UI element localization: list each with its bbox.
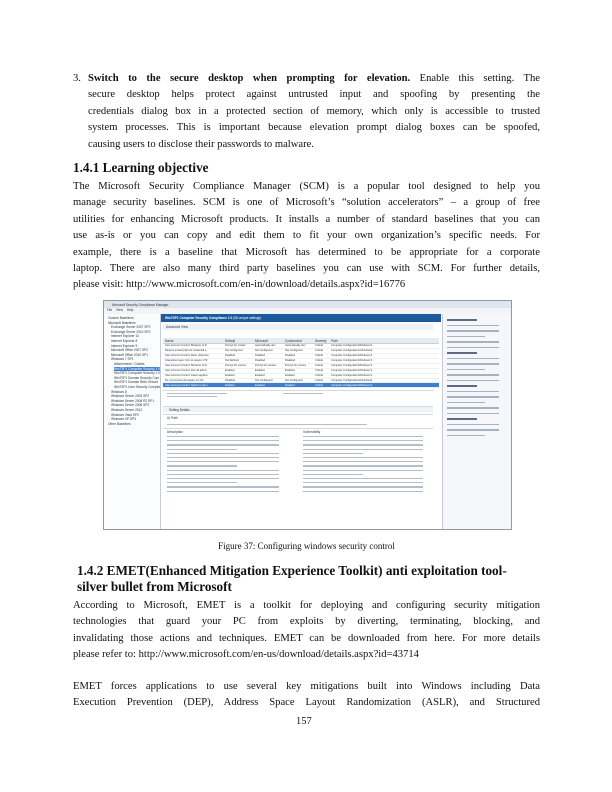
tree-item[interactable]: Windows XP SP3 [111, 417, 136, 422]
tree-item[interactable]: Windows Vista SP2 [111, 412, 139, 417]
advanced-view-bar[interactable] [163, 324, 433, 330]
page-number: 157 [296, 716, 312, 727]
item3-line-3: credentials dialog box in a protected section of memory, which only is accessible to trusted [88, 105, 540, 117]
setting-details-label: Setting Details [169, 408, 190, 412]
table-cell: Disabled [225, 354, 236, 358]
description-text-line [167, 478, 279, 479]
action-link[interactable] [447, 418, 477, 420]
table-row[interactable] [163, 383, 439, 388]
tree-item[interactable]: Windows 8 [111, 389, 127, 394]
table-cell: Critical [315, 368, 323, 372]
table-cell: Require trusted path for credential e [165, 349, 207, 353]
vulnerability-text-line [303, 470, 423, 471]
table-cell: Critical [315, 363, 323, 367]
column-header[interactable]: Severity [315, 339, 327, 343]
baseline-main-pane [161, 314, 441, 529]
table-cell: User Account Control: Allow UIAccess [165, 354, 209, 358]
action-link[interactable] [447, 347, 499, 349]
description-text-line [167, 491, 279, 492]
action-link[interactable] [447, 358, 499, 360]
vulnerability-text-line [303, 440, 423, 441]
baseline-tree [104, 314, 161, 529]
advanced-view-label: Advanced View [166, 325, 188, 329]
table-cell: Enabled [255, 373, 265, 377]
action-link[interactable] [447, 336, 485, 338]
setting-details-section[interactable] [163, 406, 433, 412]
description-text-line [167, 461, 279, 462]
s142-heading-line2: silver bullet from Microsoft [77, 579, 232, 594]
section-heading-142 [77, 563, 540, 595]
table-cell: Enabled [255, 368, 265, 372]
vulnerability-text-line [303, 453, 363, 454]
tree-item[interactable]: Win7SP1 Domain Security Com [114, 375, 160, 380]
action-link[interactable] [447, 369, 485, 371]
table-cell: Computer Configuration\Windows S [331, 359, 373, 363]
s141-line: The Microsoft Security Compliance Manager (SCM) is a popular tool designed to help you [73, 181, 540, 192]
action-link[interactable] [447, 374, 499, 376]
table-cell: Enabled [225, 368, 235, 372]
actions-pane [442, 314, 512, 529]
table-cell: Enabled [285, 368, 295, 372]
menu-file[interactable]: File [107, 308, 113, 312]
action-link[interactable] [447, 341, 499, 343]
action-link[interactable] [447, 424, 499, 426]
vulnerability-label: Vulnerability [303, 430, 321, 434]
table-cell: Not Configured [255, 378, 273, 382]
vulnerability-text-line [303, 465, 423, 466]
table-cell: Critical [315, 349, 323, 353]
description-text-line [167, 486, 279, 487]
table-cell: Enabled [225, 383, 235, 387]
tree-item[interactable]: Windows Server 2008 SP2 [111, 403, 150, 408]
table-cell: Critical [315, 344, 323, 348]
table-cell: Computer Configuration\Windows S [331, 373, 373, 377]
tree-item[interactable]: Windows Server 2003 SP2 [111, 394, 150, 399]
tree-item[interactable]: Microsoft Office 2007 SP2 [111, 348, 148, 353]
item3-line-1-rest: Enable this setting. The [410, 73, 540, 84]
scm-screenshot-figure [103, 300, 512, 530]
s141-line: laptop. There are also many third party baselines you can use with SCM. For further details, [73, 263, 540, 275]
table-cell: Disabled [285, 354, 296, 358]
column-header[interactable]: Default [225, 339, 236, 343]
table-cell: Not Defined [225, 359, 239, 363]
tree-item[interactable]: Microsoft Baselines [108, 320, 136, 325]
s142-heading-line1: 1.4.2 EMET(Enhanced Mitigation Experience Toolkit) anti exploitation tool- [77, 563, 507, 578]
menu-view[interactable]: View [116, 308, 123, 312]
emet-line: Execution Prevention (DEP), Address Space Layout Randomization (ASLR), and Structured [73, 697, 540, 709]
table-cell: Automatically den [255, 344, 276, 348]
action-link[interactable] [447, 402, 485, 404]
baseline-title: Win7SP1 Computer Security Compliance 1.0 [165, 316, 233, 320]
description-text-line [167, 474, 279, 475]
table-cell: Computer Configuration\Windows S [331, 344, 373, 348]
action-link[interactable] [447, 435, 485, 437]
section-heading-141: 1.4.1 Learning objective [73, 160, 209, 175]
emet-paragraph [73, 679, 540, 712]
table-cell: Critical [315, 378, 323, 382]
baseline-note: (58 unique settings) [233, 316, 262, 320]
description-text-line [167, 436, 279, 437]
s141-line: use as-is or you can copy and edit them to fit your own organization’s specific needs. For [73, 230, 540, 242]
tree-item[interactable]: Win7SP1 User Security Complia [114, 385, 160, 389]
table-cell: Disabled [255, 359, 266, 363]
action-link[interactable] [447, 413, 499, 415]
vulnerability-text-line [303, 491, 423, 492]
table-cell: Enabled [285, 383, 295, 387]
table-cell: Not Configured [255, 349, 273, 353]
vulnerability-text-line [303, 486, 423, 487]
window-title: Microsoft Security Compliance Manager [112, 302, 169, 307]
table-cell: Prompt for consen [225, 363, 247, 367]
tree-item[interactable]: Windows Server 2012 [111, 408, 143, 412]
vulnerability-text-line [303, 482, 423, 483]
table-cell: Interactive logon: Do not require CTF [165, 359, 208, 363]
tree-item[interactable]: Attachments \ Guides [114, 362, 145, 366]
table-cell: Automatically den [285, 344, 306, 348]
table-cell: User Account Control: Behavior of th [165, 344, 207, 348]
s142-line: invalidating those actions and techniques. EMET can be downloaded from here. For more details [73, 632, 540, 644]
tree-item[interactable]: Win7SP1 Computer Security 1.0 [114, 371, 160, 376]
table-cell: Computer Configuration\Administrat [331, 349, 373, 353]
description-text-line [167, 440, 279, 441]
vulnerability-text-line [303, 457, 423, 458]
s141-line: example, there is a baseline that Microsoft has determined to be appropriate for a corporate [73, 246, 540, 258]
description-text-line [167, 465, 237, 466]
table-cell: Critical [315, 383, 323, 387]
s141-line: utilities for enhancing Microsoft products. It installs a number of standard baselines that you can [73, 213, 540, 225]
vulnerability-text-line [303, 444, 423, 445]
table-cell: Enabled [255, 383, 265, 387]
description-text-line [167, 457, 279, 458]
vulnerability-text-line [303, 474, 363, 475]
table-cell: User Account Control: Switch to the s [165, 383, 208, 387]
list-item-number: 3. [73, 73, 81, 84]
description-label: Description [167, 430, 183, 434]
table-cell: Do not process the legacy run list [165, 378, 204, 382]
tree-item[interactable]: Windows Server 2008 R2 SP1 [111, 398, 155, 403]
table-cell: Computer Configuration\Windows S [331, 383, 373, 387]
table-cell: Computer Configuration\Windows S [331, 368, 373, 372]
item3-line-2: secure desktop helps protect against untrusted input and spoofing by presenting the [88, 89, 540, 101]
description-text-line [167, 482, 237, 483]
figure-caption: Figure 37: Configuring windows security control [218, 541, 395, 551]
description-text-line [167, 453, 279, 454]
table-cell: Not Configured [285, 349, 303, 353]
ui-path-section [163, 414, 433, 420]
tree-item[interactable]: Other Baselines [108, 421, 131, 426]
s142-line: please refer to: http://www.microsoft.com/en-us/download/details.aspx?id=43714 [73, 649, 419, 661]
table-cell: User Account Control: Behavior of th [165, 363, 207, 367]
item3-line-4: system processes. This is important because elevation prompt dialog boxes can be spoofed, [88, 122, 540, 134]
item3-line-5: causing users to disclose their passwords to malware. [88, 138, 314, 150]
tree-item[interactable]: Internet Explorer 10 [111, 334, 139, 339]
table-cell: Prompt for consen [255, 363, 277, 367]
table-cell: Disabled [255, 354, 266, 358]
table-cell: Not Configured [225, 349, 243, 353]
description-text-line [167, 470, 279, 471]
action-link[interactable] [447, 385, 477, 387]
section-141-paragraph [73, 179, 540, 294]
item3-line-1 [88, 71, 540, 87]
tree-item[interactable]: Exchange Server 2010 SP2 [111, 329, 151, 334]
action-link[interactable] [447, 391, 499, 393]
table-cell: Computer Configuration\Windows S [331, 363, 373, 367]
s141-line: manage security baselines. SCM is one of Microsoft’s “solution accelerators” – a group of free [73, 197, 540, 209]
action-link[interactable] [447, 330, 499, 332]
setting-edit-panel [163, 390, 433, 399]
vulnerability-text-line [303, 436, 423, 437]
table-cell: Enabled [225, 373, 235, 377]
list-item-3 [88, 71, 540, 153]
table-cell: Computer Configuration\Administrat [331, 378, 373, 382]
table-cell: Critical [315, 354, 323, 358]
action-link[interactable] [447, 429, 499, 431]
vulnerability-text-line [303, 478, 423, 479]
description-text-line [167, 449, 237, 450]
table-cell: User Account Control: Run all admin [165, 368, 207, 372]
s142-line: According to Microsoft, EMET is a toolkit for deploying and configuring security mitigation [73, 600, 540, 611]
tree-item[interactable]: Internet Explorer 8 [111, 339, 138, 343]
tree-item[interactable]: Win7SP1 Computer Security 1.0 [114, 366, 160, 371]
ui-path-label: UI Path [167, 416, 178, 420]
table-cell: Critical [315, 359, 323, 363]
action-link[interactable] [447, 325, 499, 327]
tree-item[interactable]: Internet Explorer 9 [111, 343, 138, 348]
description-header [163, 428, 433, 434]
tree-item[interactable]: Custom Baselines [108, 316, 134, 320]
menu-help[interactable]: Help [126, 308, 134, 312]
table-cell: Disabled [225, 378, 236, 382]
table-cell: Prompt for consen [285, 363, 307, 367]
section-142-paragraph [73, 598, 540, 664]
tree-item[interactable]: Windows 7 SP1 [111, 357, 134, 362]
table-cell: User Account Control: Detect applica [165, 373, 208, 377]
s142-line: technologies that guard your PC from exploits by diverting, terminating, blocking, and [73, 616, 540, 628]
column-header[interactable]: Microsoft [255, 339, 268, 343]
table-cell: Disabled [285, 359, 296, 363]
column-header[interactable]: Name [165, 339, 174, 343]
column-header[interactable]: Customized [285, 339, 302, 343]
table-cell: Not Configured [285, 378, 303, 382]
item3-bold-heading: Switch to the secure desktop when prompting for elevation. [88, 73, 411, 84]
action-link[interactable] [447, 319, 477, 321]
action-link[interactable] [447, 396, 499, 398]
action-link[interactable] [447, 380, 499, 382]
action-link[interactable] [447, 352, 477, 354]
table-cell: Computer Configuration\Windows S [331, 354, 373, 358]
table-cell: Enabled [285, 373, 295, 377]
baseline-header [161, 314, 441, 322]
vulnerability-text-line [303, 449, 423, 450]
column-header[interactable]: Path [331, 339, 338, 343]
s141-line: please visit: http://www.microsoft.com/en-in/download/details.aspx?id=16776 [73, 279, 406, 291]
tree-item[interactable]: Exchange Server 2007 SP2 [111, 325, 151, 330]
table-cell: Critical [315, 373, 323, 377]
tree-item[interactable]: Microsoft Office 2010 SP1 [111, 352, 148, 357]
vulnerability-text-line [303, 461, 423, 462]
description-text-line [167, 444, 279, 445]
tree-item[interactable]: Win7SP1 Domain BitLk Securit [114, 380, 158, 385]
emet-line: EMET forces applications to use several key mitigations built into Windows including Data [73, 681, 540, 692]
table-cell: Prompt for creden [225, 344, 246, 348]
action-link[interactable] [447, 363, 499, 365]
action-link[interactable] [447, 407, 499, 409]
